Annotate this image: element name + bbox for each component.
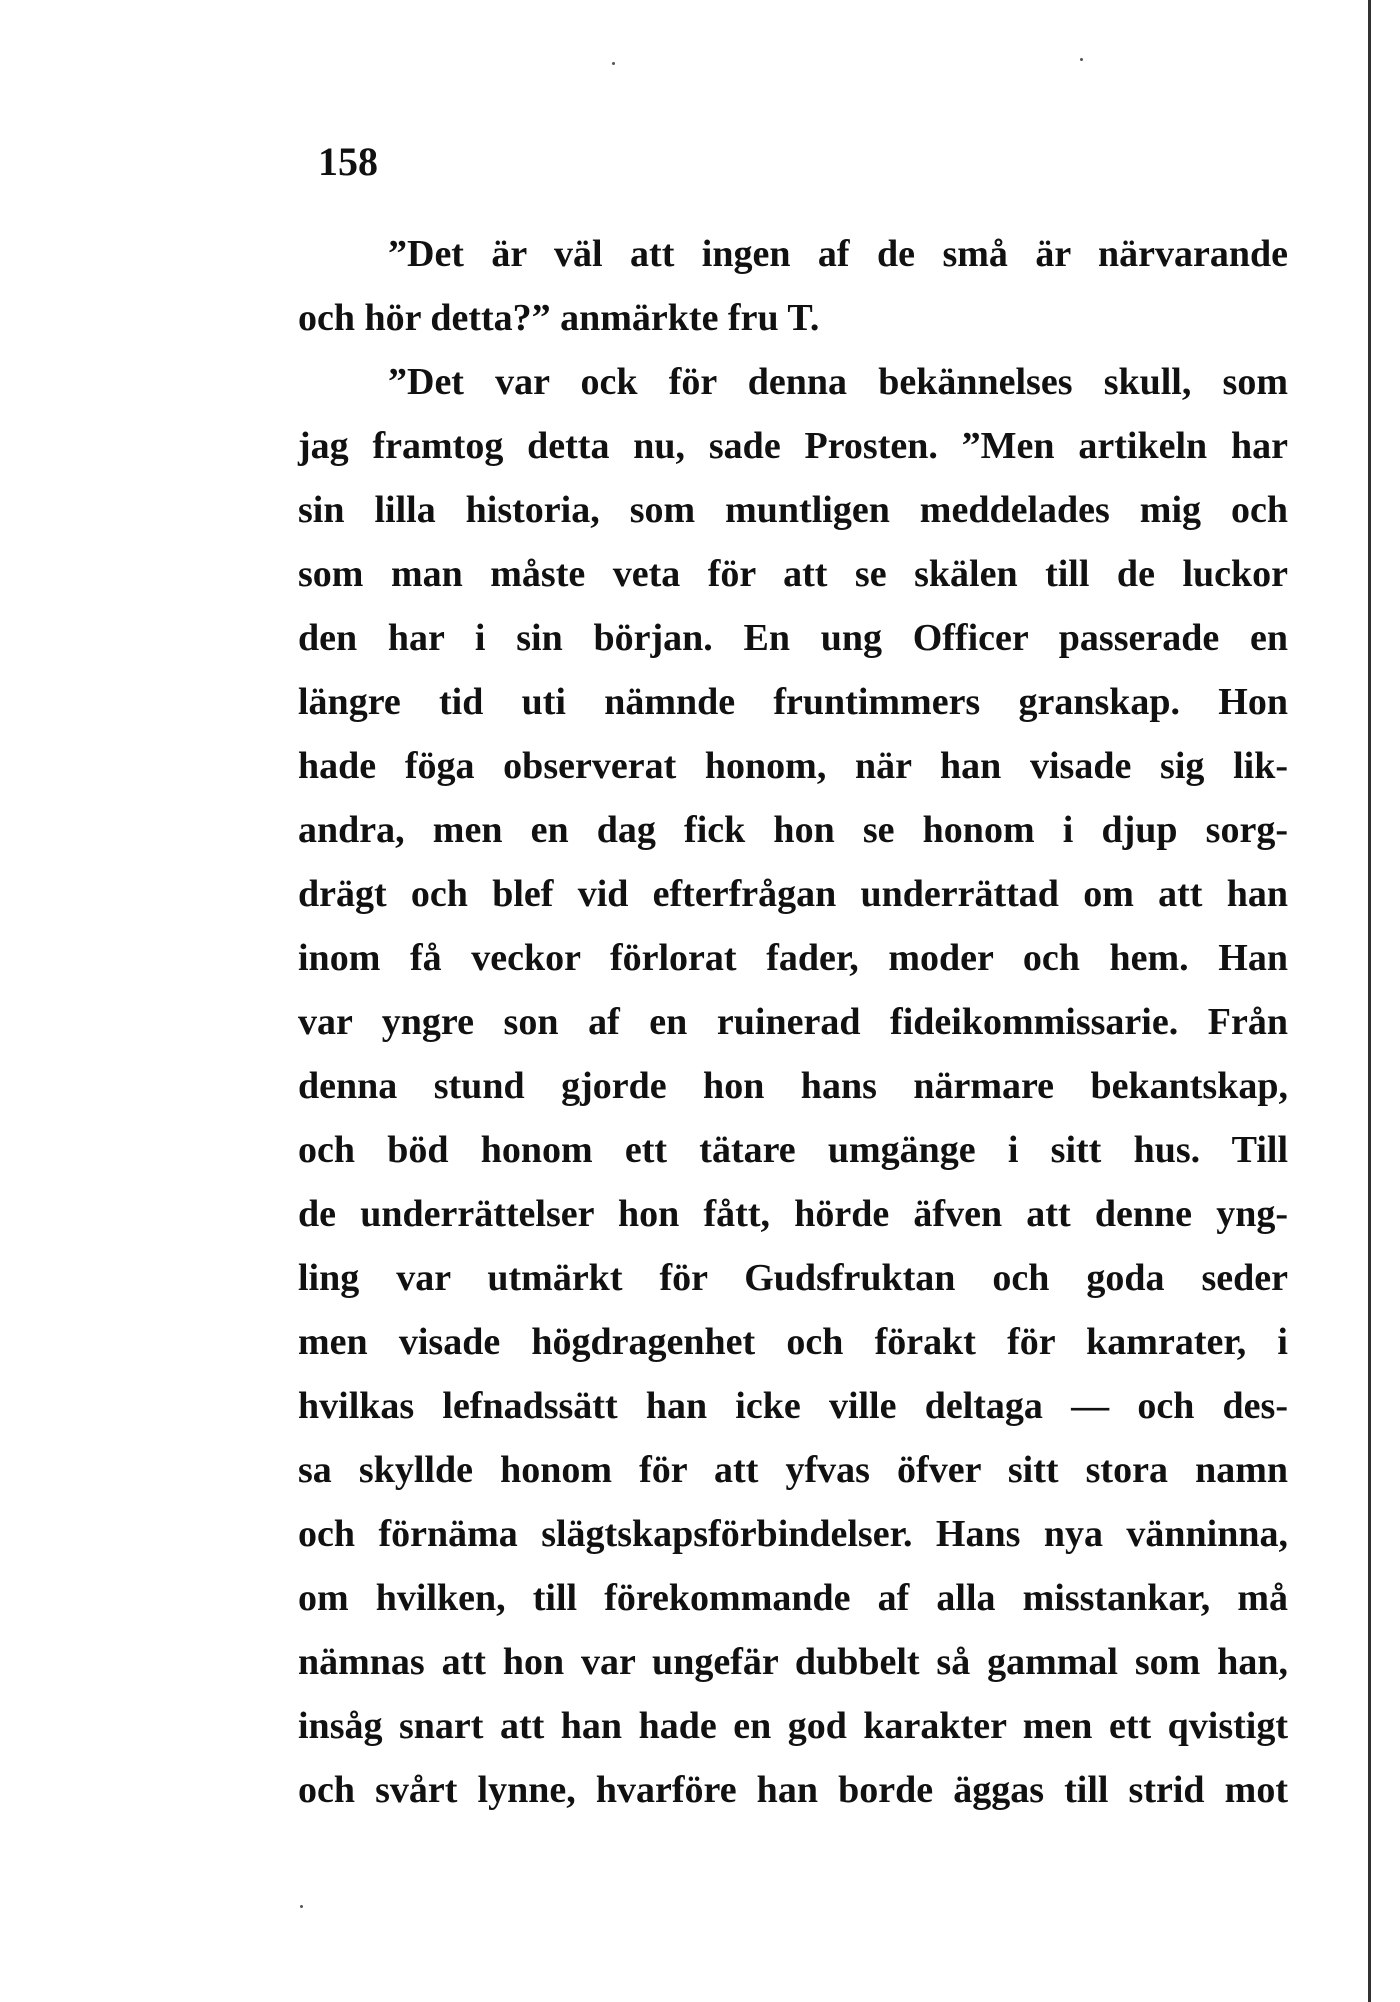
text-line: och hör detta?” anmärkte fru T. [298,297,820,339]
print-speck [300,1905,303,1908]
text-line: ling var utmärkt för Gudsfruktan och goda seder [298,1257,1288,1299]
text-line: som man måste veta för att se skälen till de luckor [298,553,1288,595]
text-line: och böd honom ett tätare umgänge i sitt hus. Till [298,1129,1288,1171]
text-line: hade föga observerat honom, när han visade sig lik- [298,745,1288,787]
text-line: denna stund gjorde hon hans närmare bekantskap, [298,1065,1288,1107]
print-speck [612,62,615,65]
body-text [298,222,1288,1822]
text-line: ”Det var ock för denna bekännelses skull, som [388,361,1288,403]
text-line: insåg snart att han hade en god karakter men ett qvistigt [298,1705,1288,1747]
text-line: om hvilken, till förekommande af alla misstankar, må [298,1577,1288,1619]
text-line: men visade högdragenhet och förakt för kamrater, i [298,1321,1288,1363]
text-line: andra, men en dag fick hon se honom i djup sorg- [298,809,1288,851]
print-speck [1080,58,1083,61]
text-line: jag framtog detta nu, sade Prosten. ”Men artikeln har [298,425,1288,467]
text-line: sa skyllde honom för att yfvas öfver sitt stora namn [298,1449,1288,1491]
text-line: nämnas att hon var ungefär dubbelt så gammal som han, [298,1641,1288,1683]
text-line: de underrättelser hon fått, hörde äfven att denne yng- [298,1193,1288,1235]
page-edge-rule [1368,0,1371,2002]
text-line: hvilkas lefnadssätt han icke ville deltaga — och des- [298,1385,1288,1427]
text-line: var yngre son af en ruinerad fideikommissarie. Från [298,1001,1288,1043]
text-line: längre tid uti nämnde fruntimmers granskap. Hon [298,681,1288,723]
page-number: 158 [318,139,378,184]
text-line: ”Det är väl att ingen af de små är närvarande [388,233,1288,275]
text-line: inom få veckor förlorat fader, moder och hem. Han [298,937,1288,979]
text-line: och förnäma slägtskapsförbindelser. Hans nya vänninna, [298,1513,1288,1555]
text-line: den har i sin början. En ung Officer passerade en [298,617,1288,659]
text-line: sin lilla historia, som muntligen meddelades mig och [298,489,1288,531]
text-line: drägt och blef vid efterfrågan underrättad om att han [298,873,1288,915]
text-line: och svårt lynne, hvarföre han borde äggas till strid mot [298,1769,1288,1811]
